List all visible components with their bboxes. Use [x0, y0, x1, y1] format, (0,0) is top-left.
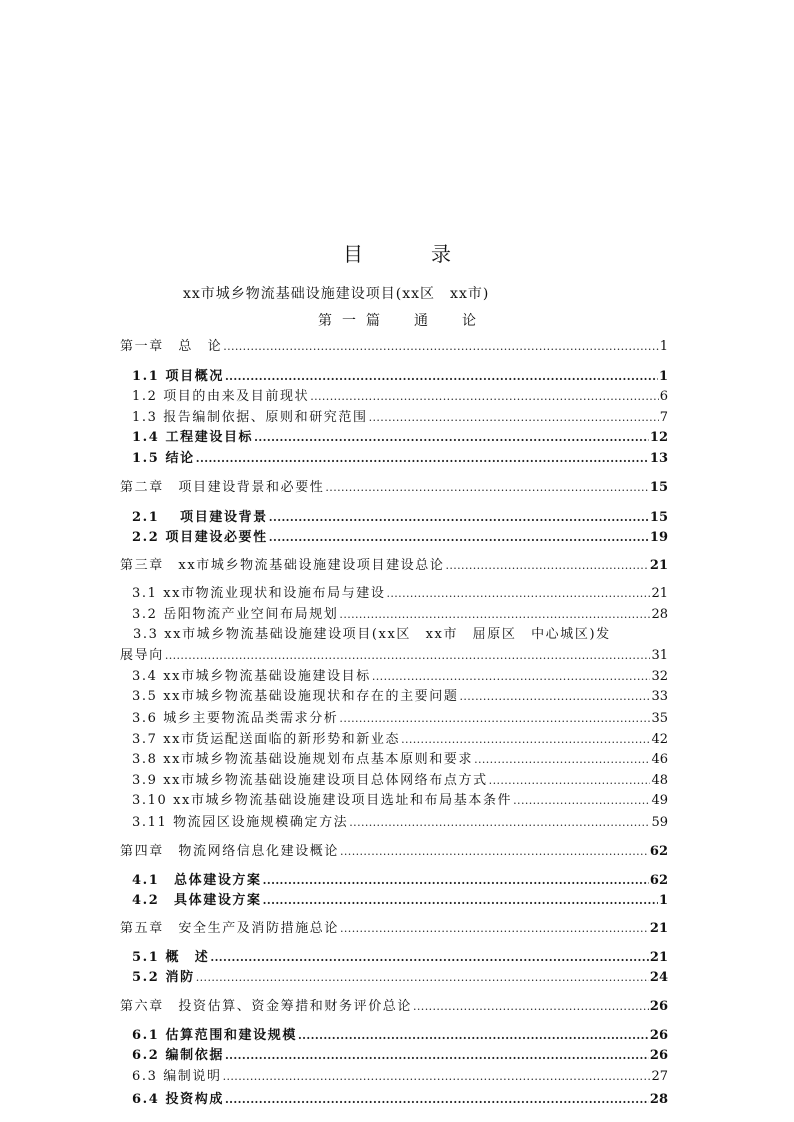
toc-section-1-2[interactable]: 1.2 项目的由来及目前现状 ..... 6: [132, 388, 668, 406]
page-title: 目 录: [343, 242, 475, 266]
toc-section-3-8[interactable]: 3.8 xx市城乡物流基础设施规划布点基本原则和要求 ..... 46: [132, 751, 668, 769]
toc-section-3-4[interactable]: 3.4 xx市城乡物流基础设施建设目标 ..... 32: [132, 668, 668, 686]
toc-section-1-1[interactable]: 1.1 项目概况 ..... 1: [132, 368, 668, 386]
toc-chapter-3[interactable]: 第三章 xx市城乡物流基础设施建设项目建设总论 ..... 21: [120, 557, 668, 575]
toc-chapter-1[interactable]: 第一章 总 论 ..... 1: [120, 338, 668, 356]
toc-section-2-1[interactable]: 2.1 项目建设背景 ..... 15: [132, 509, 668, 527]
toc-section-3-2[interactable]: 3.2 岳阳物流产业空间布局规划 ..... 28: [132, 606, 668, 624]
toc-section-3-1[interactable]: 3.1 xx市物流业现状和设施布局与建设 ..... 21: [132, 585, 668, 603]
document-subtitle: xx市城乡物流基础设施建设项目(xx区 xx市): [183, 286, 490, 302]
toc-chapter-5[interactable]: 第五章 安全生产及消防措施总论 ..... 21: [120, 920, 668, 938]
toc-section-6-4[interactable]: 6.4 投资构成 ..... 28: [132, 1091, 668, 1109]
toc-section-3-10[interactable]: 3.10 xx市城乡物流基础设施建设项目选址和布局基本条件 ..... 49: [132, 792, 668, 810]
toc-chapter-4[interactable]: 第四章 物流网络信息化建设概论 ..... 62: [120, 843, 668, 861]
toc-section-4-2[interactable]: 4.2 具体建设方案 ..... 1: [132, 892, 668, 910]
toc-section-6-2[interactable]: 6.2 编制依据 ..... 26: [132, 1047, 668, 1065]
toc-section-3-3[interactable]: 展导向 ..... 31: [120, 647, 668, 665]
toc-section-3-11[interactable]: 3.11 物流园区设施规模确定方法 ..... 59: [132, 814, 668, 832]
toc-section-1-3[interactable]: 1.3 报告编制依据、原则和研究范围 ..... 7: [132, 409, 668, 427]
toc-chapter-2[interactable]: 第二章 项目建设背景和必要性 ..... 15: [120, 479, 668, 497]
toc-section-1-5[interactable]: 1.5 结论 ..... 13: [132, 450, 668, 468]
toc-section-5-1[interactable]: 5.1 概 述 ..... 21: [132, 949, 668, 967]
toc-chapter-6[interactable]: 第六章 投资估算、资金筹措和财务评价总论 ..... 26: [120, 998, 668, 1016]
toc-section-5-2[interactable]: 5.2 消防 ..... 24: [132, 969, 668, 987]
toc-section-6-3[interactable]: 6.3 编制说明 ..... 27: [132, 1068, 668, 1086]
toc-section-3-6[interactable]: 3.6 城乡主要物流品类需求分析 ..... 35: [132, 710, 668, 728]
toc-section-3-7[interactable]: 3.7 xx市货运配送面临的新形势和新业态 ..... 42: [132, 731, 668, 749]
toc-section-3-3-line1[interactable]: 3.3 xx市城乡物流基础设施建设项目(xx区 xx市 屈原区 中心城区)发: [133, 627, 611, 642]
toc-section-3-5[interactable]: 3.5 xx市城乡物流基础设施现状和存在的主要问题 ..... 33: [132, 688, 668, 706]
toc-section-1-4[interactable]: 1.4 工程建设目标 ..... 12: [132, 429, 668, 447]
toc-section-2-2[interactable]: 2.2 项目建设必要性 ..... 19: [132, 529, 668, 547]
part-heading: 第一篇 通 论: [318, 313, 486, 329]
toc-section-6-1[interactable]: 6.1 估算范围和建设规模 ..... 26: [132, 1027, 668, 1045]
toc-section-4-1[interactable]: 4.1 总体建设方案 ..... 62: [132, 872, 668, 890]
toc-section-3-9[interactable]: 3.9 xx市城乡物流基础设施建设项目总体网络布点方式 ..... 48: [132, 772, 668, 790]
